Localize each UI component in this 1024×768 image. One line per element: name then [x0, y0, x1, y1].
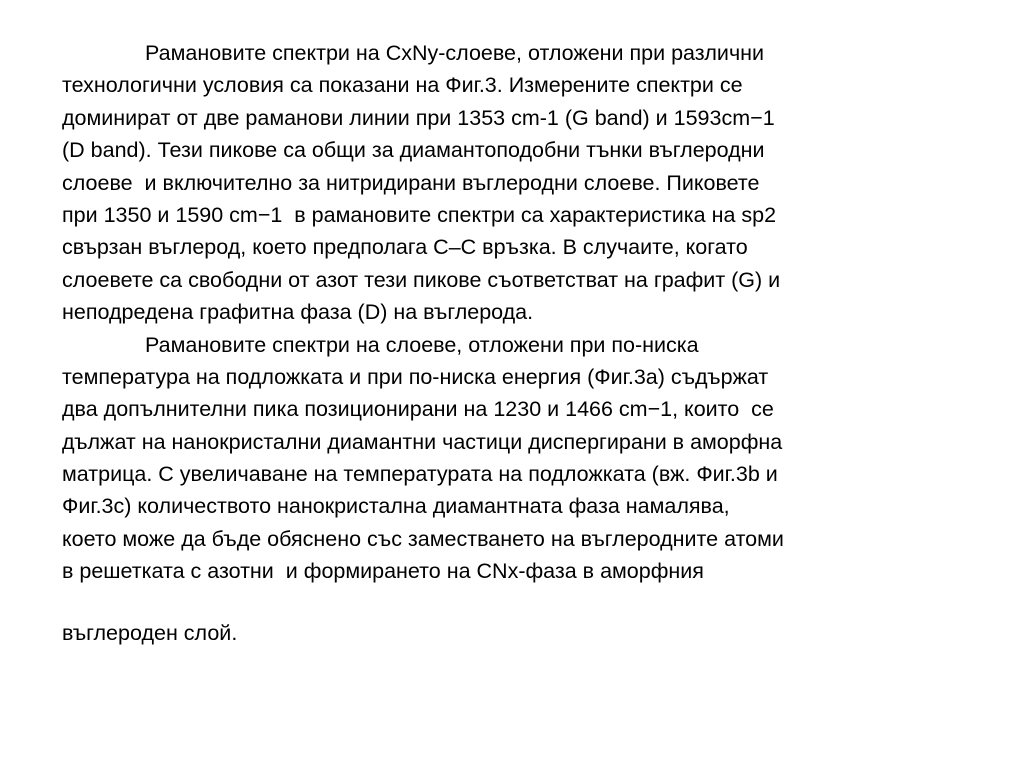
paragraph-1-line-5: слоеве и включително за нитридирани въглеродни слоеве. Пиковете [62, 170, 760, 195]
paragraph-2-line-8: в решетката с азотни и формирането на CNx-фаза в аморфния [62, 559, 704, 584]
paragraph-1-line-8: слоевете са свободни от азот тези пикове съответстват на графит (G) и [62, 267, 781, 292]
paragraph-1-line-4: (D band). Тези пикове са общи за диамантоподобни тънки въглеродни [62, 138, 765, 163]
paragraph-1-line-2: технологични условия са показани на Фиг.3. Измерените спектри се [62, 73, 743, 98]
paragraph-2 [62, 329, 1002, 588]
paragraph-2-line-7: което може да бъде обяснено със заместването на въглеродните атоми [62, 526, 784, 551]
paragraph-2-line-6: Фиг.3c) количеството нанокристална диамантната фаза намалява, [62, 494, 730, 519]
paragraph-gap [62, 588, 1002, 617]
paragraph-2-line-4: дължат на нанокристални диамантни частици диспергирани в аморфна [62, 429, 783, 454]
paragraph-1-line-1: Рамановите спектри на CxNy-слоеве, отложени при различни [145, 41, 765, 65]
paragraph-1-line-7: свързан въглерод, което предполага C–C връзка. В случаите, когато [62, 235, 748, 260]
paragraph-1-line-6: при 1350 и 1590 cm−1 в рамановите спектри са характеристика на sp2 [62, 202, 777, 227]
paragraph-1-line-3: доминират от две раманови линии при 1353 cm-1 (G band) и 1593cm−1 [62, 105, 775, 130]
paragraph-1-line-9: неподредена графитна фаза (D) на въглерода. [62, 300, 534, 325]
paragraph-1 [62, 37, 1002, 329]
paragraph-3 [62, 617, 1002, 649]
paragraph-2-line-1: Рамановите спектри на слоеве, отложени при по-ниска [145, 332, 699, 357]
paragraph-2-line-3: два допълнителни пика позиционирани на 1230 и 1466 cm−1, които се [62, 397, 774, 422]
paragraph-2-line-2: температура на подложката и при по-ниска енергия (Фиг.3a) съдържат [62, 364, 769, 389]
paragraph-2-line-5: матрица. С увеличаване на температурата на подложката (вж. Фиг.3b и [62, 462, 778, 487]
paragraph-3-line-1: въглероден слой. [62, 620, 238, 645]
text-block [62, 37, 1002, 649]
